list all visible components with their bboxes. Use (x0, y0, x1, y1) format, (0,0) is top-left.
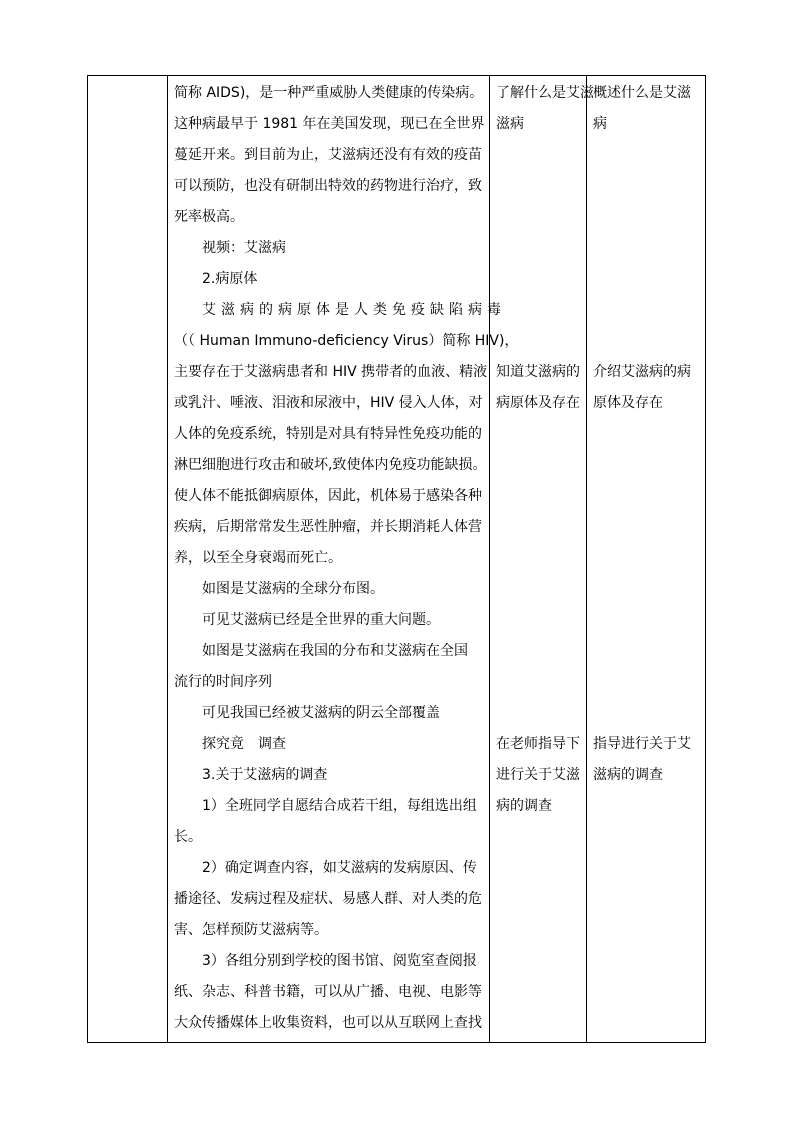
content-line: 淋巴细胞进行攻击和破坏,致使体内免疫功能缺损。 (174, 457, 487, 473)
teacher-intent-line: 介绍艾滋病的病 (593, 364, 691, 380)
content-line: 养，以至全身衰竭而死亡。 (174, 550, 342, 566)
content-line: 2.病原体 (202, 271, 258, 287)
student-activity-line: 在老师指导下 (496, 736, 580, 752)
student-activity-line: 了解什么是艾滋 (496, 85, 594, 101)
content-line: 死率极高。 (174, 209, 244, 225)
content-line: 1）全班同学自愿结合成若干组，每组选出组 (202, 798, 477, 814)
student-activity-line: 进行关于艾滋 (496, 767, 580, 783)
content-line: 流行的时间序列 (174, 674, 272, 690)
content-line: 使人体不能抵御病原体，因此，机体易于感染各种 (174, 488, 482, 504)
lesson-table (87, 75, 706, 1043)
content-line: 可见我国已经被艾滋病的阴云全部覆盖 (202, 705, 440, 721)
content-line: 简称 AIDS)，是一种严重威胁人类健康的传染病。 (174, 85, 484, 101)
content-line: 可以预防，也没有研制出特效的药物进行治疗，致 (174, 178, 482, 194)
content-line: 害、怎样预防艾滋病等。 (174, 922, 328, 938)
teacher-intent-line: 指导进行关于艾 (593, 736, 691, 752)
content-line: （（ Human Immuno-deficiency Virus）简称 HIV)， (174, 333, 519, 349)
content-line: 这种病最早于 1981 年在美国发现，现已在全世界 (174, 116, 485, 132)
content-line: 艾滋病的病原体是人类免疫缺陷病毒 (202, 302, 506, 318)
content-line: 3.关于艾滋病的调查 (202, 767, 328, 783)
teacher-intent-line: 病 (593, 116, 607, 132)
content-line: 如图是艾滋病的全球分布图。 (202, 581, 384, 597)
teacher-intent-line: 概述什么是艾滋 (593, 85, 691, 101)
student-activity-line: 知道艾滋病的 (496, 364, 580, 380)
table-column-teacher-intent (587, 76, 705, 1042)
content-line: 2）确定调查内容，如艾滋病的发病原因、传 (202, 860, 477, 876)
student-activity-line: 病原体及存在 (496, 395, 580, 411)
content-line: 可见艾滋病已经是全世界的重大问题。 (202, 612, 440, 628)
content-line: 3）各组分别到学校的图书馆、阅览室查阅报 (202, 953, 477, 969)
content-line: 如图是艾滋病在我国的分布和艾滋病在全国 (202, 643, 468, 659)
content-line: 蔓延开来。到目前为止，艾滋病还没有有效的疫苗 (174, 147, 482, 163)
content-line: 或乳汁、唾液、泪液和尿液中，HIV 侵入人体，对 (174, 395, 483, 411)
content-line: 长。 (174, 829, 202, 845)
teacher-intent-line: 原体及存在 (593, 395, 663, 411)
content-line: 大众传播媒体上收集资料，也可以从互联网上查找 (174, 1015, 482, 1031)
student-activity-line: 病的调查 (496, 798, 552, 814)
content-line: 疾病，后期常常发生恶性肿瘤，并长期消耗人体营 (174, 519, 482, 535)
content-line: 纸、杂志、科普书籍，可以从广播、电视、电影等 (174, 984, 482, 1000)
content-line: 视频：艾滋病 (202, 240, 286, 256)
table-column-student-activity (490, 76, 594, 1042)
content-line: 播途径、发病过程及症状、易感人群、对人类的危 (174, 891, 482, 907)
content-line: 主要存在于艾滋病患者和 HIV 携带者的血液、精液 (174, 364, 488, 380)
student-activity-line: 滋病 (496, 116, 524, 132)
content-line: 探究竟 调查 (202, 736, 286, 752)
table-column-content (168, 76, 519, 1042)
table-column-blank (88, 76, 168, 1042)
content-line: 人体的免疫系统，特别是对具有特异性免疫功能的 (174, 426, 482, 442)
teacher-intent-line: 滋病的调查 (593, 767, 663, 783)
